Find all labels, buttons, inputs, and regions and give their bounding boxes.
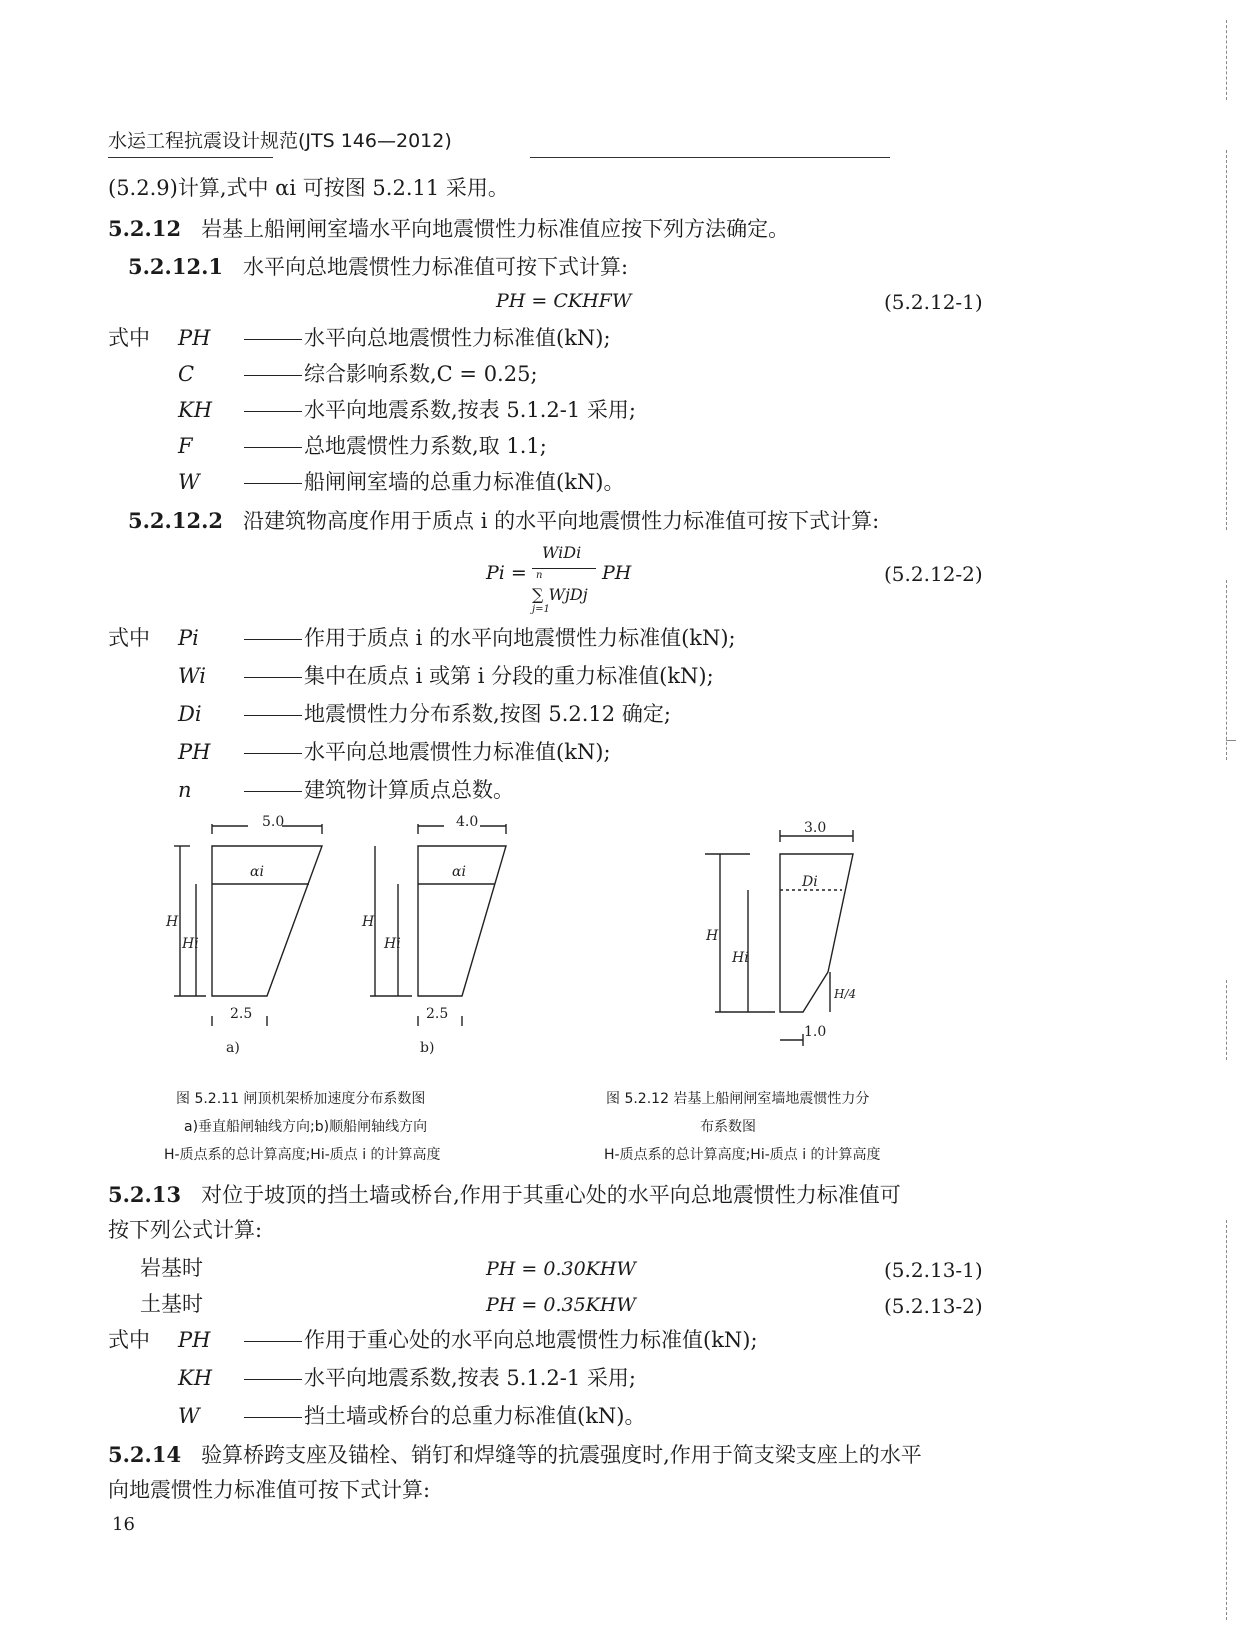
page-number: 16	[112, 1514, 135, 1535]
em-dash	[244, 1379, 302, 1380]
fig-b-top-width: 4.0	[456, 814, 479, 830]
definition-item	[178, 1368, 636, 1389]
definition-item	[178, 1406, 646, 1427]
text-line-continuation: (5.2.9)计算,式中 αi 可按图 5.2.11 采用。	[108, 176, 509, 200]
definition-symbol: Wi	[178, 664, 206, 688]
definition-symbol: n	[178, 778, 192, 802]
fig-a-Hi-label: Hi	[182, 936, 199, 952]
where-label: 式中	[108, 326, 150, 350]
em-dash	[244, 447, 302, 448]
em-dash	[244, 791, 302, 792]
margin-dashed-rule	[1226, 20, 1227, 100]
equation-number: (5.2.12-2)	[884, 562, 983, 586]
clause-number: 5.2.12.1	[128, 254, 223, 279]
fig-c-D-label: Di	[802, 874, 818, 890]
header-rule-left	[108, 157, 273, 158]
definition-text: 作用于质点 i 的水平向地震惯性力标准值(kN);	[304, 626, 736, 650]
fig-a-wall-outline	[212, 846, 322, 996]
definition-text: 水平向地震系数,按表 5.1.2-1 采用;	[304, 1366, 636, 1390]
figure-caption-note: H-质点系的总计算高度;Hi-质点 i 的计算高度	[604, 1147, 881, 1163]
em-dash	[244, 375, 302, 376]
margin-dashed-rule	[1226, 150, 1227, 530]
fig-a-top-width: 5.0	[262, 814, 285, 830]
fig-b-label: b)	[420, 1040, 435, 1056]
definition-symbol: W	[178, 1404, 200, 1428]
clause-text-continuation: 向地震惯性力标准值可按下式计算:	[108, 1478, 431, 1502]
clause-number: 5.2.12.2	[128, 508, 223, 533]
definition-text: 船闸闸室墙的总重力标准值(kN)。	[304, 470, 625, 494]
equation-5-2-12-1: PH = CKHFW	[496, 290, 632, 312]
clause-5-2-12	[108, 218, 789, 240]
definition-text: 集中在质点 i 或第 i 分段的重力标准值(kN);	[304, 664, 714, 688]
definition-text: 综合影响系数,C = 0.25;	[304, 362, 538, 386]
equation-5-2-13-1: PH = 0.30KHW	[486, 1258, 636, 1280]
fig-a-H-label: H	[166, 914, 179, 930]
where-label: 式中	[108, 626, 150, 650]
clause-5-2-12-1	[128, 256, 628, 278]
fig-b-bottom-width: 2.5	[426, 1006, 449, 1022]
margin-dashed-rule	[1226, 980, 1227, 1060]
em-dash	[244, 753, 302, 754]
fig-c-Hi-label: Hi	[732, 950, 749, 966]
clause-text: 对位于坡顶的挡土墙或桥台,作用于其重心处的水平向总地震惯性力标准值可	[201, 1183, 901, 1207]
clause-text: 验算桥跨支座及锚栓、销钉和焊缝等的抗震强度时,作用于简支梁支座上的水平	[201, 1443, 922, 1467]
header-rule-right	[530, 157, 890, 158]
condition-rock: 岩基时	[140, 1256, 203, 1280]
definition-item	[178, 328, 611, 349]
condition-soil: 土基时	[140, 1292, 203, 1316]
clause-5-2-12-2	[128, 510, 879, 532]
margin-dashed-rule	[1226, 580, 1227, 760]
definition-text: 建筑物计算质点总数。	[304, 778, 514, 802]
fraction-bar	[532, 568, 596, 569]
sum-upper-limit: n	[536, 570, 543, 581]
definition-symbol: KH	[178, 1366, 213, 1390]
margin-dashed-rule	[1226, 1220, 1227, 1620]
definition-text: 挡土墙或桥台的总重力标准值(kN)。	[304, 1404, 646, 1428]
clause-number: 5.2.13	[108, 1182, 182, 1207]
clause-text: 水平向总地震惯性力标准值可按下式计算:	[243, 255, 629, 279]
definition-item	[178, 472, 625, 493]
clause-number: 5.2.14	[108, 1442, 182, 1467]
fig-b-H-label: H	[362, 914, 375, 930]
clause-number: 5.2.12	[108, 216, 182, 241]
em-dash	[244, 677, 302, 678]
equation-number: (5.2.12-1)	[884, 290, 983, 314]
sum-lower-limit: j=1	[532, 604, 550, 615]
em-dash	[244, 715, 302, 716]
fig-a-bottom-width: 2.5	[230, 1006, 253, 1022]
em-dash	[244, 1417, 302, 1418]
definition-item	[178, 364, 538, 385]
definition-item	[178, 628, 736, 649]
definition-item	[178, 742, 611, 763]
where-label: 式中	[108, 1328, 150, 1352]
clause-5-2-14	[108, 1444, 922, 1466]
figure-caption-continuation: 布系数图	[700, 1119, 756, 1135]
clause-5-2-13	[108, 1184, 901, 1206]
fig-b-Hi-label: Hi	[384, 936, 401, 952]
fig-b-alpha-label: αi	[452, 864, 466, 880]
equation-5-2-13-2: PH = 0.35KHW	[486, 1294, 636, 1316]
definition-item	[178, 780, 514, 801]
definition-symbol: Di	[178, 702, 202, 726]
definition-text: 总地震惯性力系数,取 1.1;	[304, 434, 547, 458]
margin-tick	[1226, 740, 1236, 741]
definition-symbol: KH	[178, 398, 213, 422]
figure-caption-5-2-12: 图 5.2.12 岩基上船闸闸室墙地震惯性力分	[606, 1091, 870, 1107]
clause-text: 岩基上船闸闸室墙水平向地震惯性力标准值应按下列方法确定。	[201, 217, 790, 241]
definition-text: 水平向总地震惯性力标准值(kN);	[304, 740, 611, 764]
fraction-numerator: WiDi	[542, 543, 582, 562]
fraction-denominator: ∑ WjDj	[532, 585, 588, 604]
definition-item	[178, 1330, 758, 1351]
fig-c-top-width: 3.0	[804, 820, 827, 836]
fig-c-H-label: H	[706, 928, 719, 944]
definition-item	[178, 400, 636, 421]
definition-text: 地震惯性力分布系数,按图 5.2.12 确定;	[304, 702, 671, 726]
definition-symbol: Pi	[178, 626, 199, 650]
definition-item	[178, 666, 714, 687]
definition-symbol: W	[178, 470, 200, 494]
figure-caption-note: H-质点系的总计算高度;Hi-质点 i 的计算高度	[164, 1147, 441, 1163]
em-dash	[244, 639, 302, 640]
em-dash	[244, 339, 302, 340]
figure-caption-5-2-11: 图 5.2.11 闸顶机架桥加速度分布系数图	[176, 1091, 426, 1107]
em-dash	[244, 483, 302, 484]
definition-symbol: C	[178, 362, 195, 386]
em-dash	[244, 1341, 302, 1342]
definition-symbol: PH	[178, 326, 211, 350]
definition-text: 作用于重心处的水平向总地震惯性力标准值(kN);	[304, 1328, 758, 1352]
definition-item	[178, 704, 671, 725]
definition-item	[178, 436, 547, 457]
clause-text-continuation: 按下列公式计算:	[108, 1218, 263, 1242]
equation-number: (5.2.13-2)	[884, 1294, 983, 1318]
figure-caption-subtitle: a)垂直船闸轴线方向;b)顺船闸轴线方向	[184, 1119, 428, 1135]
fig-a-alpha-label: αi	[250, 864, 264, 880]
clause-text: 沿建筑物高度作用于质点 i 的水平向地震惯性力标准值可按下式计算:	[243, 509, 880, 533]
definition-symbol: PH	[178, 1328, 211, 1352]
figures-5-2-11-and-5-2-12	[150, 812, 1050, 1082]
definition-text: 水平向总地震惯性力标准值(kN);	[304, 326, 611, 350]
definition-symbol: F	[178, 434, 193, 458]
running-header: 水运工程抗震设计规范(JTS 146—2012)	[108, 130, 452, 152]
fig-c-bottom-width: 1.0	[804, 1024, 827, 1040]
definition-text: 水平向地震系数,按表 5.1.2-1 采用;	[304, 398, 636, 422]
fig-a-label: a)	[226, 1040, 240, 1056]
equation-lhs: Pi =	[486, 562, 527, 584]
em-dash	[244, 411, 302, 412]
definition-symbol: PH	[178, 740, 211, 764]
fig-c-H4-label: H/4	[834, 987, 857, 1001]
equation-rhs: PH	[602, 562, 632, 584]
equation-number: (5.2.13-1)	[884, 1258, 983, 1282]
